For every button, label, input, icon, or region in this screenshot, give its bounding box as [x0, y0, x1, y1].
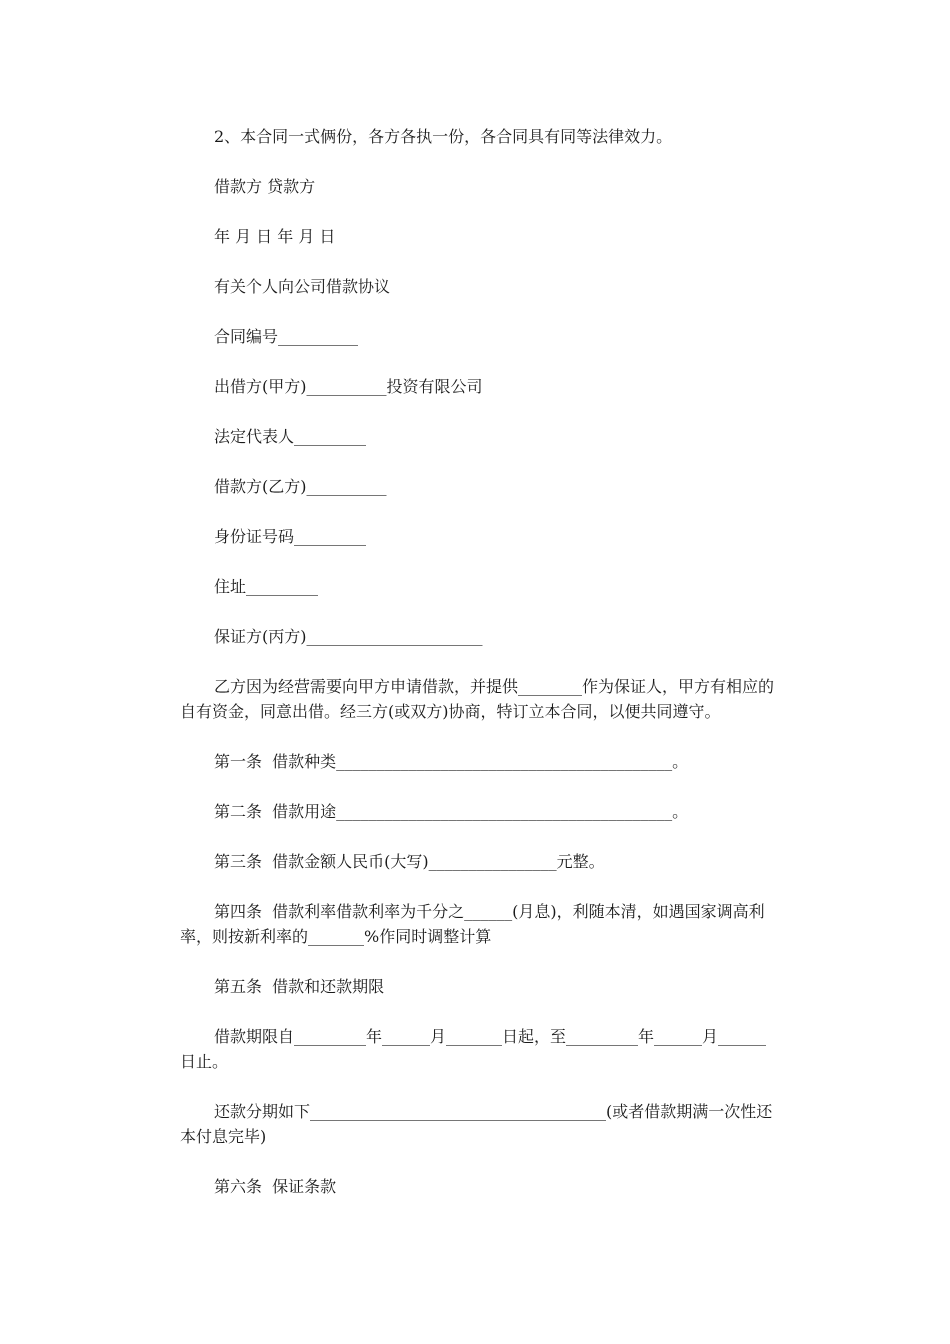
article-2-loan-purpose: 第二条 借款用途__________________________________________。 — [214, 802, 689, 821]
article-3-loan-amount: 第三条 借款金额人民币(大写)________________元整。 — [214, 852, 605, 871]
article-5-heading: 第五条 借款和还款期限 — [214, 977, 385, 996]
repayment-schedule-paragraph: 还款分期如下_____________________________________(或者借款期满一次性还本付息完毕) — [180, 1102, 773, 1146]
contract-number-field: 合同编号__________ — [214, 327, 359, 346]
article-6-heading: 第六条 保证条款 — [214, 1177, 337, 1196]
article-4-interest-rate: 第四条 借款利率借款利率为千分之______(月息)，利随本清，如遇国家调高利率，则按新利率的_______%作同时调整计算 — [180, 902, 765, 946]
paragraph-signature-parties: 借款方 贷款方 — [214, 177, 316, 196]
id-number-field: 身份证号码_________ — [214, 527, 367, 546]
agreement-title: 有关个人向公司借款协议 — [214, 277, 391, 296]
article-1-loan-type: 第一条 借款种类__________________________________________。 — [214, 752, 689, 771]
preamble-paragraph: 乙方因为经营需要向甲方申请借款，并提供________作为保证人，甲方有相应的自有资金，同意出借。经三方(或双方)协商，特订立本合同，以便共同遵守。 — [180, 677, 775, 721]
loan-period-paragraph: 借款期限自_________年______月_______日起，至_________年______月______日止。 — [180, 1027, 767, 1071]
borrower-field: 借款方(乙方)__________ — [214, 477, 387, 496]
lender-field: 出借方(甲方)__________投资有限公司 — [214, 377, 483, 396]
guarantor-field: 保证方(丙方)______________________ — [214, 627, 483, 646]
document-body — [180, 124, 780, 1224]
legal-representative-field: 法定代表人_________ — [214, 427, 367, 446]
paragraph-copies-clause: 2、本合同一式俩份，各方各执一份，各合同具有同等法律效力。 — [214, 127, 673, 146]
paragraph-signature-dates: 年 月 日 年 月 日 — [214, 227, 336, 246]
address-field: 住址_________ — [214, 577, 319, 596]
